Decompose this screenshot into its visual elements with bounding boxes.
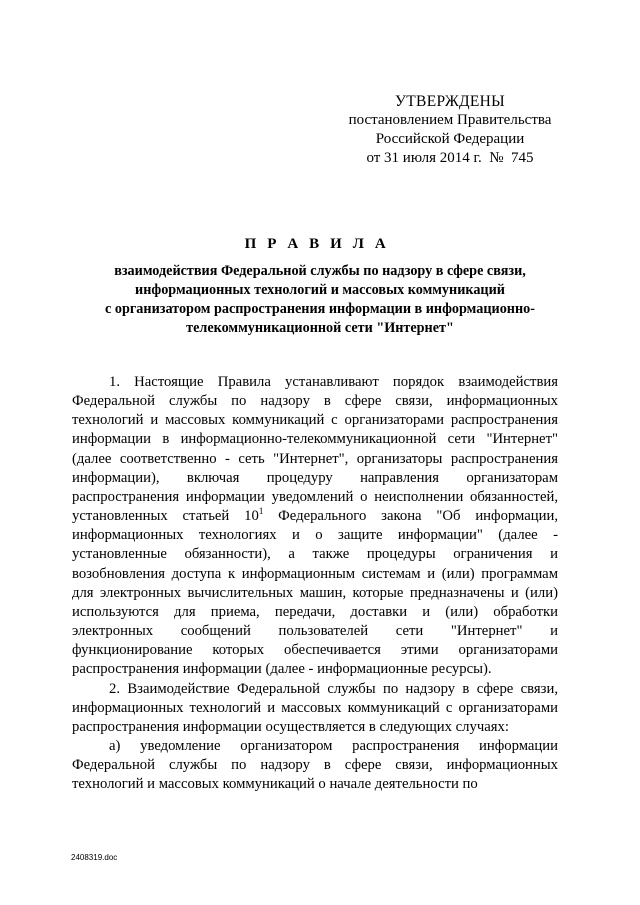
paragraph-2: 2. Взаимодействие Федеральной службы по надзору в сфере связи, информационных технологий и массовых коммуникаций с организаторами распространения информации осуществляется в следующих случаях:	[72, 680, 558, 735]
footer-file-name: 2408319.doc	[71, 853, 118, 862]
approval-line-1: постановлением Правительства	[348, 112, 552, 128]
rules-title: П Р А В И Л А	[244, 236, 390, 252]
rules-subtitle-line: взаимодействия Федеральной службы по надзору в сфере связи,	[114, 263, 526, 279]
rules-subtitle	[60, 262, 580, 338]
approval-line-2: Российской Федерации	[375, 131, 525, 147]
approval-date-line: от 31 июля 2014 г. № 745	[366, 150, 534, 166]
document-body	[72, 373, 558, 794]
paragraph-3: а) уведомление организатором распространения информации Федеральной службы по надзору в сфере связи, информационных технологий и массовых коммуникаций о начале деятельности по	[72, 737, 558, 793]
paragraph-1-text-end: Федерального закона "Об информации, информационных технологиях и о защите информации" (далее - установленные обязанности), а также процедуры ограничения и возобновления доступа к информационным системам и (или) программам для электронных вычислительных машин, которые предназначены и (или) используются для приема, передачи, доставки и (или) обработки электронных сообщений пользователей сети "Интернет" и функционирование которых обеспечивается этими организаторами распространения информации (далее - информационные ресурсы).	[72, 508, 558, 678]
rules-subtitle-line: телекоммуникационной сети "Интернет"	[186, 320, 454, 336]
approval-title: УТВЕРЖДЕНЫ	[395, 93, 505, 110]
paragraph-1-text-start: 1. Настоящие Правила устанавливают порядок взаимодействия Федеральной службы по надзору в сфере связи, информационных технологий и массовых коммуникаций с организаторами распространения информации в информационно-телекоммуникационной сети "Интернет" (далее соответственно - сеть "Интернет", организаторы распространения информации), включая процедуру направления организаторам распространения информации уведомлений о неисполнении обязанностей, установленных статьей 10	[72, 374, 558, 525]
article-superscript: 1	[258, 506, 264, 517]
rules-subtitle-line: с организатором распространения информации в информационно-	[105, 301, 535, 317]
rules-subtitle-line: информационных технологий и массовых коммуникаций	[135, 282, 505, 298]
approval-stamp	[330, 92, 570, 168]
paragraph-1	[72, 373, 558, 680]
